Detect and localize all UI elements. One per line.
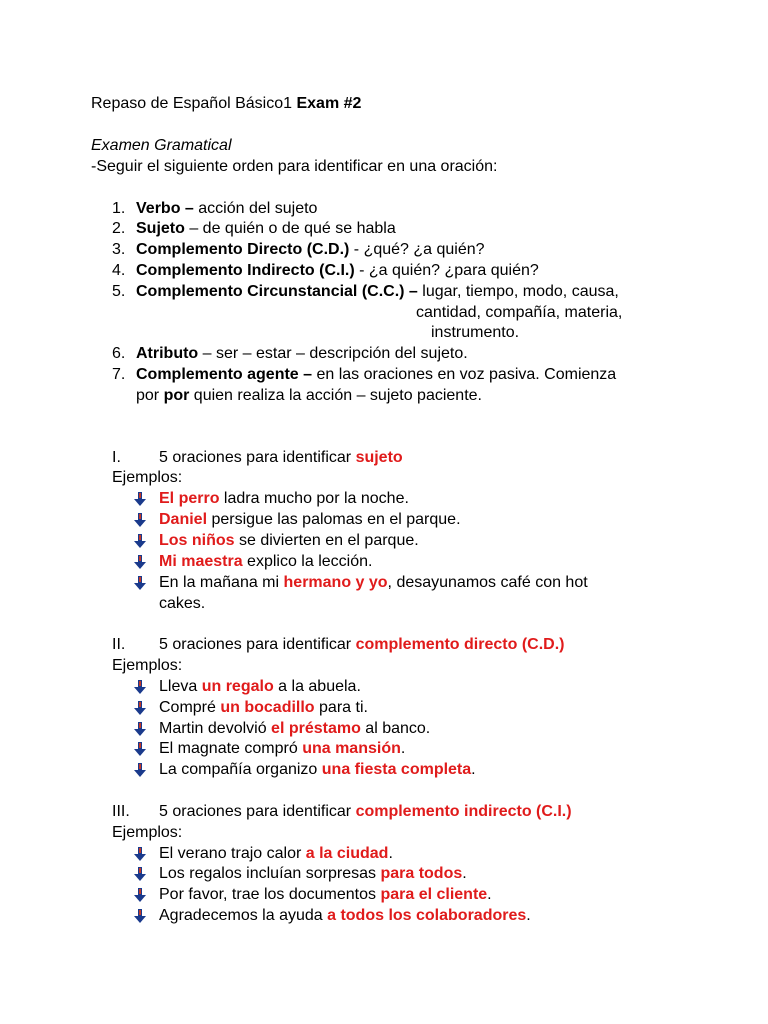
arrow-down-bullet-icon xyxy=(134,867,146,881)
example-highlight: una fiesta completa xyxy=(321,761,472,778)
list-desc: – de quién o de qué se habla xyxy=(184,220,396,237)
list-term: Complemento Circunstancial (C.C.) – xyxy=(136,283,418,300)
section-highlight: sujeto xyxy=(355,449,403,466)
example-highlight: a todos los colaboradores xyxy=(327,907,527,924)
arrow-down-bullet-icon xyxy=(134,722,146,736)
example-highlight: el préstamo xyxy=(271,720,361,737)
document-title xyxy=(91,94,361,115)
ejemplos-label: Ejemplos: xyxy=(112,824,183,841)
section-text: 5 oraciones para identificar xyxy=(159,803,356,820)
list-term: Complemento Indirecto (C.I.) xyxy=(136,262,355,279)
example-highlight: hermano y yo xyxy=(283,574,388,591)
cont-text: quien realiza la acción – sujeto paciente. xyxy=(189,387,482,404)
example-highlight: Mi maestra xyxy=(159,553,243,570)
list-desc: acción del sujeto xyxy=(193,200,318,217)
section-text: 5 oraciones para identificar xyxy=(159,449,356,466)
arrow-down-bullet-icon xyxy=(134,513,146,527)
document-page: Repaso de Español Básico1 Exam #2 Examen Gramatical -Seguir el siguiente orden para identificar en una oración: 1. Verbo – acción del sujeto 2. Sujeto – de quién o de qué se habla 3. Complemento Directo (C.D.) - ¿qué? ¿a quién? 4. Complemento Indirecto (C.I.) - ¿a quién? ¿para quién? 5. Complemento Circunstancial (C.C.) – lugar, tiempo, modo, causa, cantidad, compañía, materia, instrumento. 6. Atributo – ser – estar – descripción del sujeto. 7. Complemento agente – en las oraciones en voz pasiva. Comienza por por quien realiza la acción – sujeto paciente. I. 5 oraciones para identificar sujeto Ejemplos: El perro ladra mucho por la noche. Daniel persigue las palomas en el parque. Los niños se divierten en el parque. Mi maestra explico la lección. En la mañana mi hermano y yo, desayunamos café con hot cakes. II. 5 oraciones para identificar complemento directo (C.D.) Ejemplos: Lleva un regalo a la abuela. Compré un bocadillo para ti. Martin devolvió el préstamo al banco. El magnate compró una mansión. La compañía organizo una fiesta completa. III. 5 oraciones para identificar complemento indirecto (C.I.) Ejemplos: El verano trajo calor a la ciudad. Los regalos incluían sorpresas para todos. Por favor, trae los documentos para el cliente. Agradecemos la ayuda a todos los colaboradores. xyxy=(91,95,623,924)
title-text: Repaso de Español Básico1 xyxy=(91,95,293,112)
example-highlight: un bocadillo xyxy=(220,699,315,716)
list-number: 6. xyxy=(112,345,126,362)
example-highlight: El perro xyxy=(159,490,220,507)
section-numeral: III. xyxy=(112,803,130,820)
arrow-down-bullet-icon xyxy=(134,742,146,756)
section-highlight: complemento indirecto (C.I.) xyxy=(355,803,572,820)
example-highlight: Los niños xyxy=(159,532,235,549)
list-term: Verbo – xyxy=(136,200,194,217)
example-highlight: un regalo xyxy=(201,678,274,695)
list-number: 4. xyxy=(112,262,126,279)
list-desc: en las oraciones en voz pasiva. Comienza xyxy=(312,366,617,383)
list-term: Complemento Directo (C.D.) xyxy=(136,241,350,258)
cont-bold: por xyxy=(163,387,190,404)
arrow-down-bullet-icon xyxy=(134,680,146,694)
section-text: 5 oraciones para identificar xyxy=(159,636,356,653)
arrow-down-bullet-icon xyxy=(134,492,146,506)
cont-text: por xyxy=(136,387,164,404)
example-highlight: Daniel xyxy=(159,511,208,528)
arrow-down-bullet-icon xyxy=(134,763,146,777)
list-number: 3. xyxy=(112,241,126,258)
section-numeral: I. xyxy=(112,449,121,466)
arrow-down-bullet-icon xyxy=(134,576,146,590)
list-number: 1. xyxy=(112,200,126,217)
section-highlight: complemento directo (C.D.) xyxy=(355,636,565,653)
arrow-down-bullet-icon xyxy=(134,701,146,715)
list-number: 7. xyxy=(112,366,126,383)
arrow-down-bullet-icon xyxy=(134,555,146,569)
list-desc: - ¿a quién? ¿para quién? xyxy=(354,262,539,279)
example-highlight: una mansión xyxy=(302,740,401,757)
list-number: 5. xyxy=(112,283,126,300)
arrow-down-bullet-icon xyxy=(134,534,146,548)
arrow-down-bullet-icon xyxy=(134,909,146,923)
list-desc: – ser – estar – descripción del sujeto. xyxy=(198,345,468,362)
ejemplos-label: Ejemplos: xyxy=(112,657,183,674)
list-continuation: cantidad, compañía, materia, xyxy=(416,304,623,321)
list-desc: lugar, tiempo, modo, causa, xyxy=(417,283,619,300)
list-term: Complemento agente – xyxy=(136,366,313,383)
list-term: Sujeto xyxy=(136,220,185,237)
section-numeral: II. xyxy=(112,636,126,653)
example-highlight: para el cliente xyxy=(380,886,488,903)
ejemplos-label: Ejemplos: xyxy=(112,469,183,486)
arrow-down-bullet-icon xyxy=(134,888,146,902)
list-term: Atributo xyxy=(136,345,199,362)
arrow-down-bullet-icon xyxy=(134,847,146,861)
list-desc: - ¿qué? ¿a quién? xyxy=(349,241,485,258)
list-continuation: cakes. xyxy=(159,595,206,612)
list-continuation xyxy=(136,386,482,407)
example-highlight: para todos xyxy=(380,865,463,882)
list-number: 2. xyxy=(112,220,126,237)
subtitle: Examen Gramatical xyxy=(91,137,232,154)
instruction: -Seguir el siguiente orden para identificar en una oración: xyxy=(91,158,498,175)
exam-label: Exam #2 xyxy=(296,95,362,112)
list-continuation: instrumento. xyxy=(431,324,520,341)
example-highlight: a la ciudad xyxy=(305,845,389,862)
